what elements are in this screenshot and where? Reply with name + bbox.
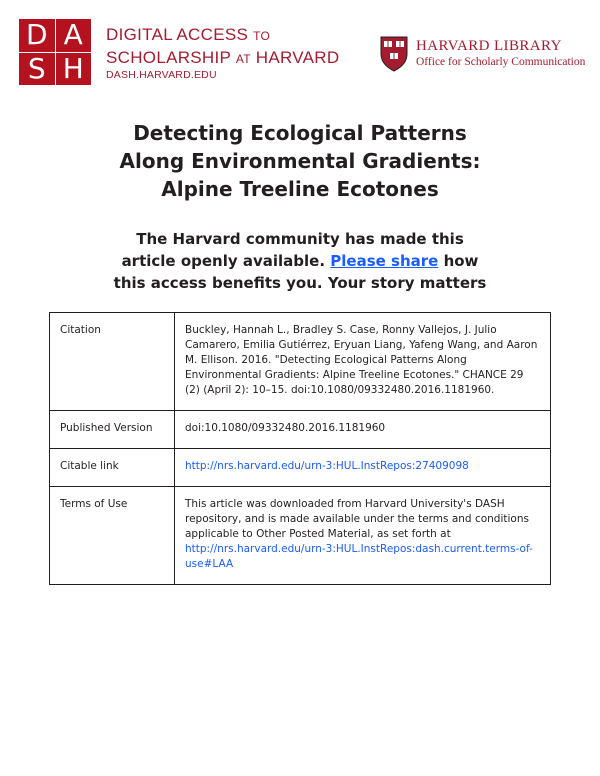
harvard-library-subtitle: Office for Scholarly Communication: [416, 56, 586, 68]
dash-logo: [19, 19, 91, 85]
dash-logo-letter-s: S: [27, 51, 46, 85]
oa-line2-after: how: [443, 252, 479, 270]
citation-label: Citation: [50, 313, 175, 411]
article-title-line: Along Environmental Gradients:: [119, 149, 481, 173]
citation-value: Buckley, Hannah L., Bradley S. Case, Ronny Vallejos, J. Julio Camarero, Emilia Gutiérrez, Eryuan Liang, Yafeng Wang, and Aaron M. Ellison. 2016. "Detecting Ecological Patterns Along Environmental Gradients: Alpine Treeline Ecotones." CHANCE 29 (2) (April 2): 10–15. doi:10.1080/09332480.2016.1181960.: [175, 313, 551, 411]
harvard-shield-icon: [380, 36, 408, 72]
oa-line3: this access benefits you. Your story matters: [113, 274, 487, 292]
oa-line1: The Harvard community has made this: [136, 230, 464, 248]
dash-line2-small: AT: [235, 52, 251, 66]
article-title-line: Detecting Ecological Patterns: [133, 121, 467, 145]
terms-of-use-text: This article was downloaded from Harvard University's DASH repository, and is made available under the terms and conditions applicable to Other Posted Material, as set forth at: [185, 498, 529, 540]
dash-wordmark: [106, 24, 339, 70]
terms-of-use-label: Terms of Use: [50, 487, 175, 585]
metadata-table: [49, 312, 551, 585]
citable-link-label: Citable link: [50, 449, 175, 487]
article-title-line: Alpine Treeline Ecotones: [161, 177, 439, 201]
terms-of-use-link[interactable]: http://nrs.harvard.edu/urn-3:HUL.InstRepos:dash.current.terms-of-use#LAA: [185, 543, 533, 570]
table-row: [50, 487, 551, 585]
dash-line1: DIGITAL ACCESS: [106, 25, 249, 44]
citable-link[interactable]: http://nrs.harvard.edu/urn-3:HUL.InstRepos:27409098: [185, 460, 469, 472]
published-version-label: Published Version: [50, 411, 175, 449]
dash-url: DASH.HARVARD.EDU: [106, 69, 217, 81]
open-access-statement: [0, 228, 600, 294]
table-row: [50, 449, 551, 487]
oa-line2-before: article openly available.: [121, 252, 326, 270]
dash-line2: SCHOLARSHIP: [106, 48, 231, 67]
dash-logo-letter-d: D: [25, 18, 48, 52]
table-row: [50, 313, 551, 411]
article-title: [0, 119, 600, 203]
harvard-library-title: HARVARD LIBRARY: [416, 38, 562, 54]
dash-logo-letter-h: H: [62, 51, 84, 85]
table-row: [50, 411, 551, 449]
published-version-value: doi:10.1080/09332480.2016.1181960: [175, 411, 551, 449]
dash-line1-small: TO: [253, 29, 271, 43]
please-share-link[interactable]: Please share: [330, 252, 439, 270]
dash-line2-end: HARVARD: [255, 48, 340, 67]
dash-logo-letter-a: A: [63, 18, 83, 52]
